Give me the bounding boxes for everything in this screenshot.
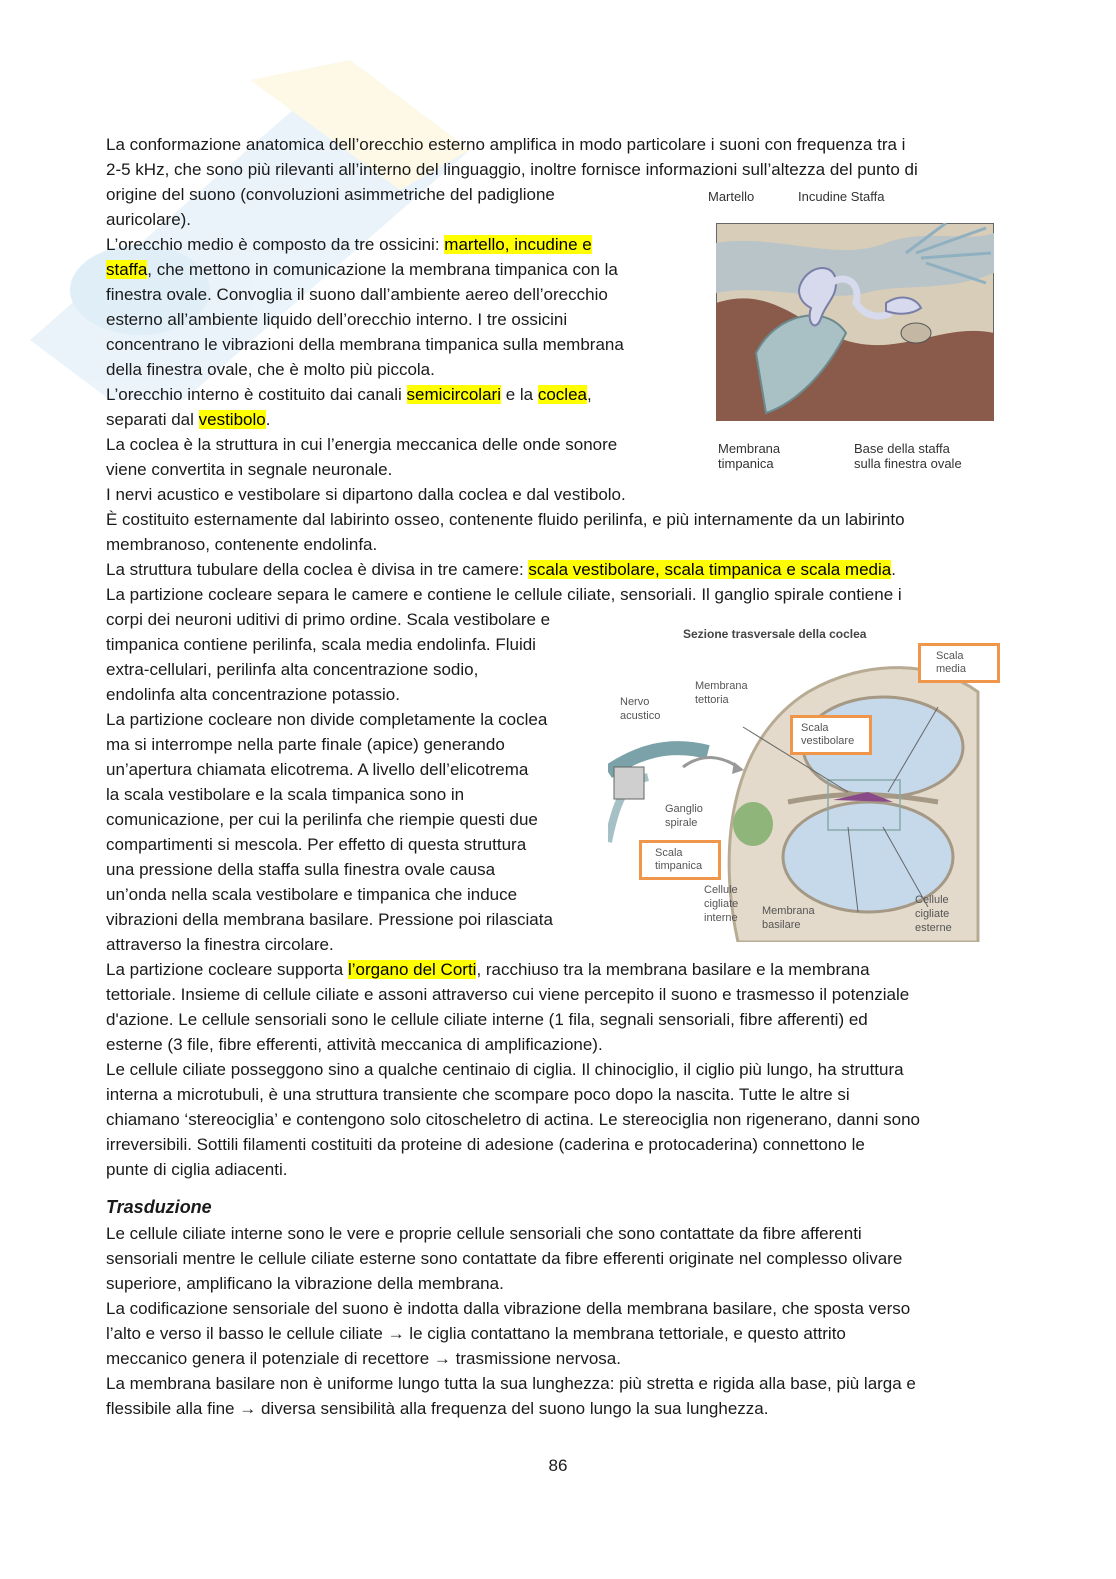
text-line: origine del suono (convoluzioni asimmetriche del padiglione — [106, 185, 555, 204]
text-span: . — [891, 560, 896, 579]
text-line: endolinfa alta concentrazione potassio. — [106, 685, 400, 704]
label-cellule-est-2: cigliate — [915, 908, 950, 920]
text-span: , che mettono in comunicazione la membrana timpanica con la — [147, 260, 618, 279]
label-scala-timp-1: Scala — [655, 847, 683, 859]
text-line: interna a microtubuli, è una struttura transiente che scompare poco dopo la nascita. Tutte le altre si — [106, 1085, 850, 1104]
text-line — [106, 407, 270, 432]
text-line: concentrano le vibrazioni della membrana timpanica sulla membrana — [106, 335, 624, 354]
text-line: È costituito esternamente dal labirinto osseo, contenente fluido perilinfa, e più internamente da un labirinto — [106, 510, 905, 529]
highlighted-term: staffa — [106, 260, 148, 279]
label-cellule-int-2: cigliate — [704, 898, 739, 910]
text-span: separati dal — [106, 410, 199, 429]
text-line: esterno all’ambiente liquido dell’orecchio interno. I tre ossicini — [106, 310, 568, 329]
text-line: flessibile alla fine → diversa sensibilità alla frequenza del suono lungo la sua lunghezza. — [106, 1399, 769, 1418]
text-line: La partizione cocleare separa le camere e contiene le cellule ciliate, sensoriali. Il ganglio spirale contiene i — [106, 585, 902, 604]
label-base-staffa: Base della staffa — [854, 441, 950, 456]
text-line: 2-5 kHz, che sono più rilevanti all’interno del linguaggio, inoltre fornisce informazioni sull’altezza del punto di — [106, 160, 918, 179]
label-ganglio-1: Ganglio — [665, 803, 703, 815]
text-line: compartimenti si mescola. Per effetto di questa struttura — [106, 835, 527, 854]
text-span: L’orecchio interno è costituito dai canali — [106, 385, 407, 404]
text-line: esterne (3 file, fibre efferenti, attività meccanica di amplificazione). — [106, 1035, 603, 1054]
text-line: della finestra ovale, che è molto più piccola. — [106, 360, 435, 379]
label-scala-media-2: media — [936, 663, 966, 675]
label-cellule-int-3: interne — [704, 912, 738, 924]
label-membrana-tettoria-2: tettoria — [695, 694, 729, 706]
text-line — [106, 232, 592, 257]
text-line: La conformazione anatomica dell’orecchio esterno amplifica in modo particolare i suoni con frequenza tra i — [106, 135, 906, 154]
label-membrana-bas-1: Membrana — [762, 905, 815, 917]
page-number: 86 — [548, 1456, 568, 1475]
label-cellule-est-3: esterne — [915, 922, 952, 934]
text-line: tettoriale. Insieme di cellule ciliate e assoni attraverso cui viene percepito il suono e trasmesso il potenziale — [106, 985, 910, 1004]
text-line: un’onda nella scala vestibolare e timpanica che induce — [106, 885, 518, 904]
text-line: Le cellule ciliate interne sono le vere e proprie cellule sensoriali che sono contattate da fibre afferenti — [106, 1224, 862, 1243]
scala-media-box — [918, 643, 1000, 683]
text-line: La membrana basilare non è uniforme lungo tutta la sua lunghezza: più stretta e rigida alla base, più larga e — [106, 1374, 916, 1393]
text-line: punte di ciglia adiacenti. — [106, 1160, 288, 1179]
text-line: l’alto e verso il basso le cellule ciliate → le ciglia contattano la membrana tettoriale, e questo attrito — [106, 1324, 846, 1343]
text-line: I nervi acustico e vestibolare si dipartono dalla coclea e dal vestibolo. — [106, 485, 626, 504]
text-line: La coclea è la struttura in cui l’energia meccanica delle onde sonore — [106, 435, 618, 454]
label-cellule-est-1: Cellule — [915, 894, 949, 906]
text-span: L’orecchio medio è composto da tre ossicini: — [106, 235, 445, 254]
text-span: . — [265, 410, 271, 429]
section-heading: Trasduzione — [106, 1197, 212, 1217]
label-membrana-tettoria-1: Membrana — [695, 680, 748, 692]
ossicles-illustration — [716, 223, 994, 421]
text-line: Le cellule ciliate posseggono sino a qualche centinaio di ciglia. Il chinociglio, il ciglio più lungo, ha struttura — [106, 1060, 904, 1079]
text-line: ma si interrompe nella parte finale (apice) generando — [106, 735, 505, 754]
ossicles-figure — [706, 183, 1006, 478]
label-finestra-ovale: sulla finestra ovale — [854, 456, 962, 471]
text-line: membranoso, contenente endolinfa. — [106, 535, 378, 554]
text-line: meccanico genera il potenziale di recettore → trasmissione nervosa. — [106, 1349, 621, 1368]
text-line: finestra ovale. Convoglia il suono dall’ambiente aereo dell’orecchio — [106, 285, 608, 304]
highlighted-term: scala vestibolare, scala timpanica e scala media — [528, 560, 892, 579]
text-line: una pressione della staffa sulla finestra ovale causa — [106, 860, 496, 879]
highlighted-term: coclea — [537, 385, 587, 404]
scala-timpanica-box — [639, 840, 721, 880]
label-martello: Martello — [708, 189, 755, 204]
highlighted-term: martello, incudine e — [444, 235, 592, 254]
text-line: timpanica contiene perilinfa, scala media endolinfa. Fluidi — [106, 635, 536, 654]
text-span: , racchiuso tra la membrana basilare e la membrana — [476, 960, 870, 979]
text-line — [106, 957, 870, 982]
text-line: superiore, amplificano la vibrazione della membrana. — [106, 1274, 504, 1293]
label-nervo-1: Nervo — [620, 696, 650, 708]
text-span: e la — [500, 385, 538, 404]
scala-vestibolare-box — [790, 715, 872, 755]
text-line: La partizione cocleare non divide completamente la coclea — [106, 710, 548, 729]
highlighted-term: l’organo del Corti — [347, 960, 477, 979]
text-line: extra-cellulari, perilinfa alta concentrazione sodio, — [106, 660, 479, 679]
text-line: vibrazioni della membrana basilare. Pressione poi rilasciata — [106, 910, 553, 929]
label-membrana: Membrana — [718, 441, 781, 456]
label-scala-vest-1: Scala — [801, 722, 829, 734]
text-span: , — [586, 385, 592, 404]
text-line: auricolare). — [106, 210, 192, 229]
label-scala-timp-2: timpanica — [655, 860, 703, 872]
text-span: La struttura tubulare della coclea è divisa in tre camere: — [106, 560, 529, 579]
label-incudine-staffa: Incudine Staffa — [798, 189, 885, 204]
label-nervo-2: acustico — [620, 710, 661, 722]
text-line: comunicazione, per cui la perilinfa che riempie questi due — [106, 810, 538, 829]
text-line: d'azione. Le cellule sensoriali sono le cellule ciliate interne (1 fila, segnali sensoriali, fibre afferenti) ed — [106, 1010, 868, 1029]
label-ganglio-2: spirale — [665, 817, 698, 829]
text-line — [106, 257, 618, 282]
label-membrana-bas-2: basilare — [762, 919, 801, 931]
text-line: corpi dei neuroni uditivi di primo ordine. Scala vestibolare e — [106, 610, 551, 629]
cochlea-figure — [608, 622, 1008, 942]
text-line: la scala vestibolare e la scala timpanica sono in — [106, 785, 465, 804]
text-line: irreversibili. Sottili filamenti costituiti da proteine di adesione (caderina e protocaderina) connettono le — [106, 1135, 865, 1154]
text-span: La partizione cocleare supporta — [106, 960, 348, 979]
text-line — [106, 557, 896, 582]
text-line: La codificazione sensoriale del suono è indotta dalla vibrazione della membrana basilare, che sposta verso — [106, 1299, 911, 1318]
text-line: chiamano ‘stereociglia’ e contengono solo citoscheletro di actina. Le stereociglia non rigenerano, danni sono — [106, 1110, 920, 1129]
text-line: sensoriali mentre le cellule ciliate esterne sono contattate da fibre efferenti originate nel complesso olivare — [106, 1249, 903, 1268]
cochlea-figure-title: Sezione trasversale della coclea — [683, 627, 867, 641]
text-line: viene convertita in segnale neuronale. — [106, 460, 393, 479]
label-cellule-int-1: Cellule — [704, 884, 738, 896]
label-scala-media-1: Scala — [936, 650, 964, 662]
highlighted-term: vestibolo — [198, 410, 266, 429]
highlighted-term: semicircolari — [406, 385, 501, 404]
text-line — [106, 382, 592, 407]
text-line: un’apertura chiamata elicotrema. A livello dell’elicotrema — [106, 760, 529, 779]
label-timpanica: timpanica — [718, 456, 774, 471]
text-line: attraverso la finestra circolare. — [106, 935, 334, 954]
label-scala-vest-2: vestibolare — [801, 735, 855, 747]
